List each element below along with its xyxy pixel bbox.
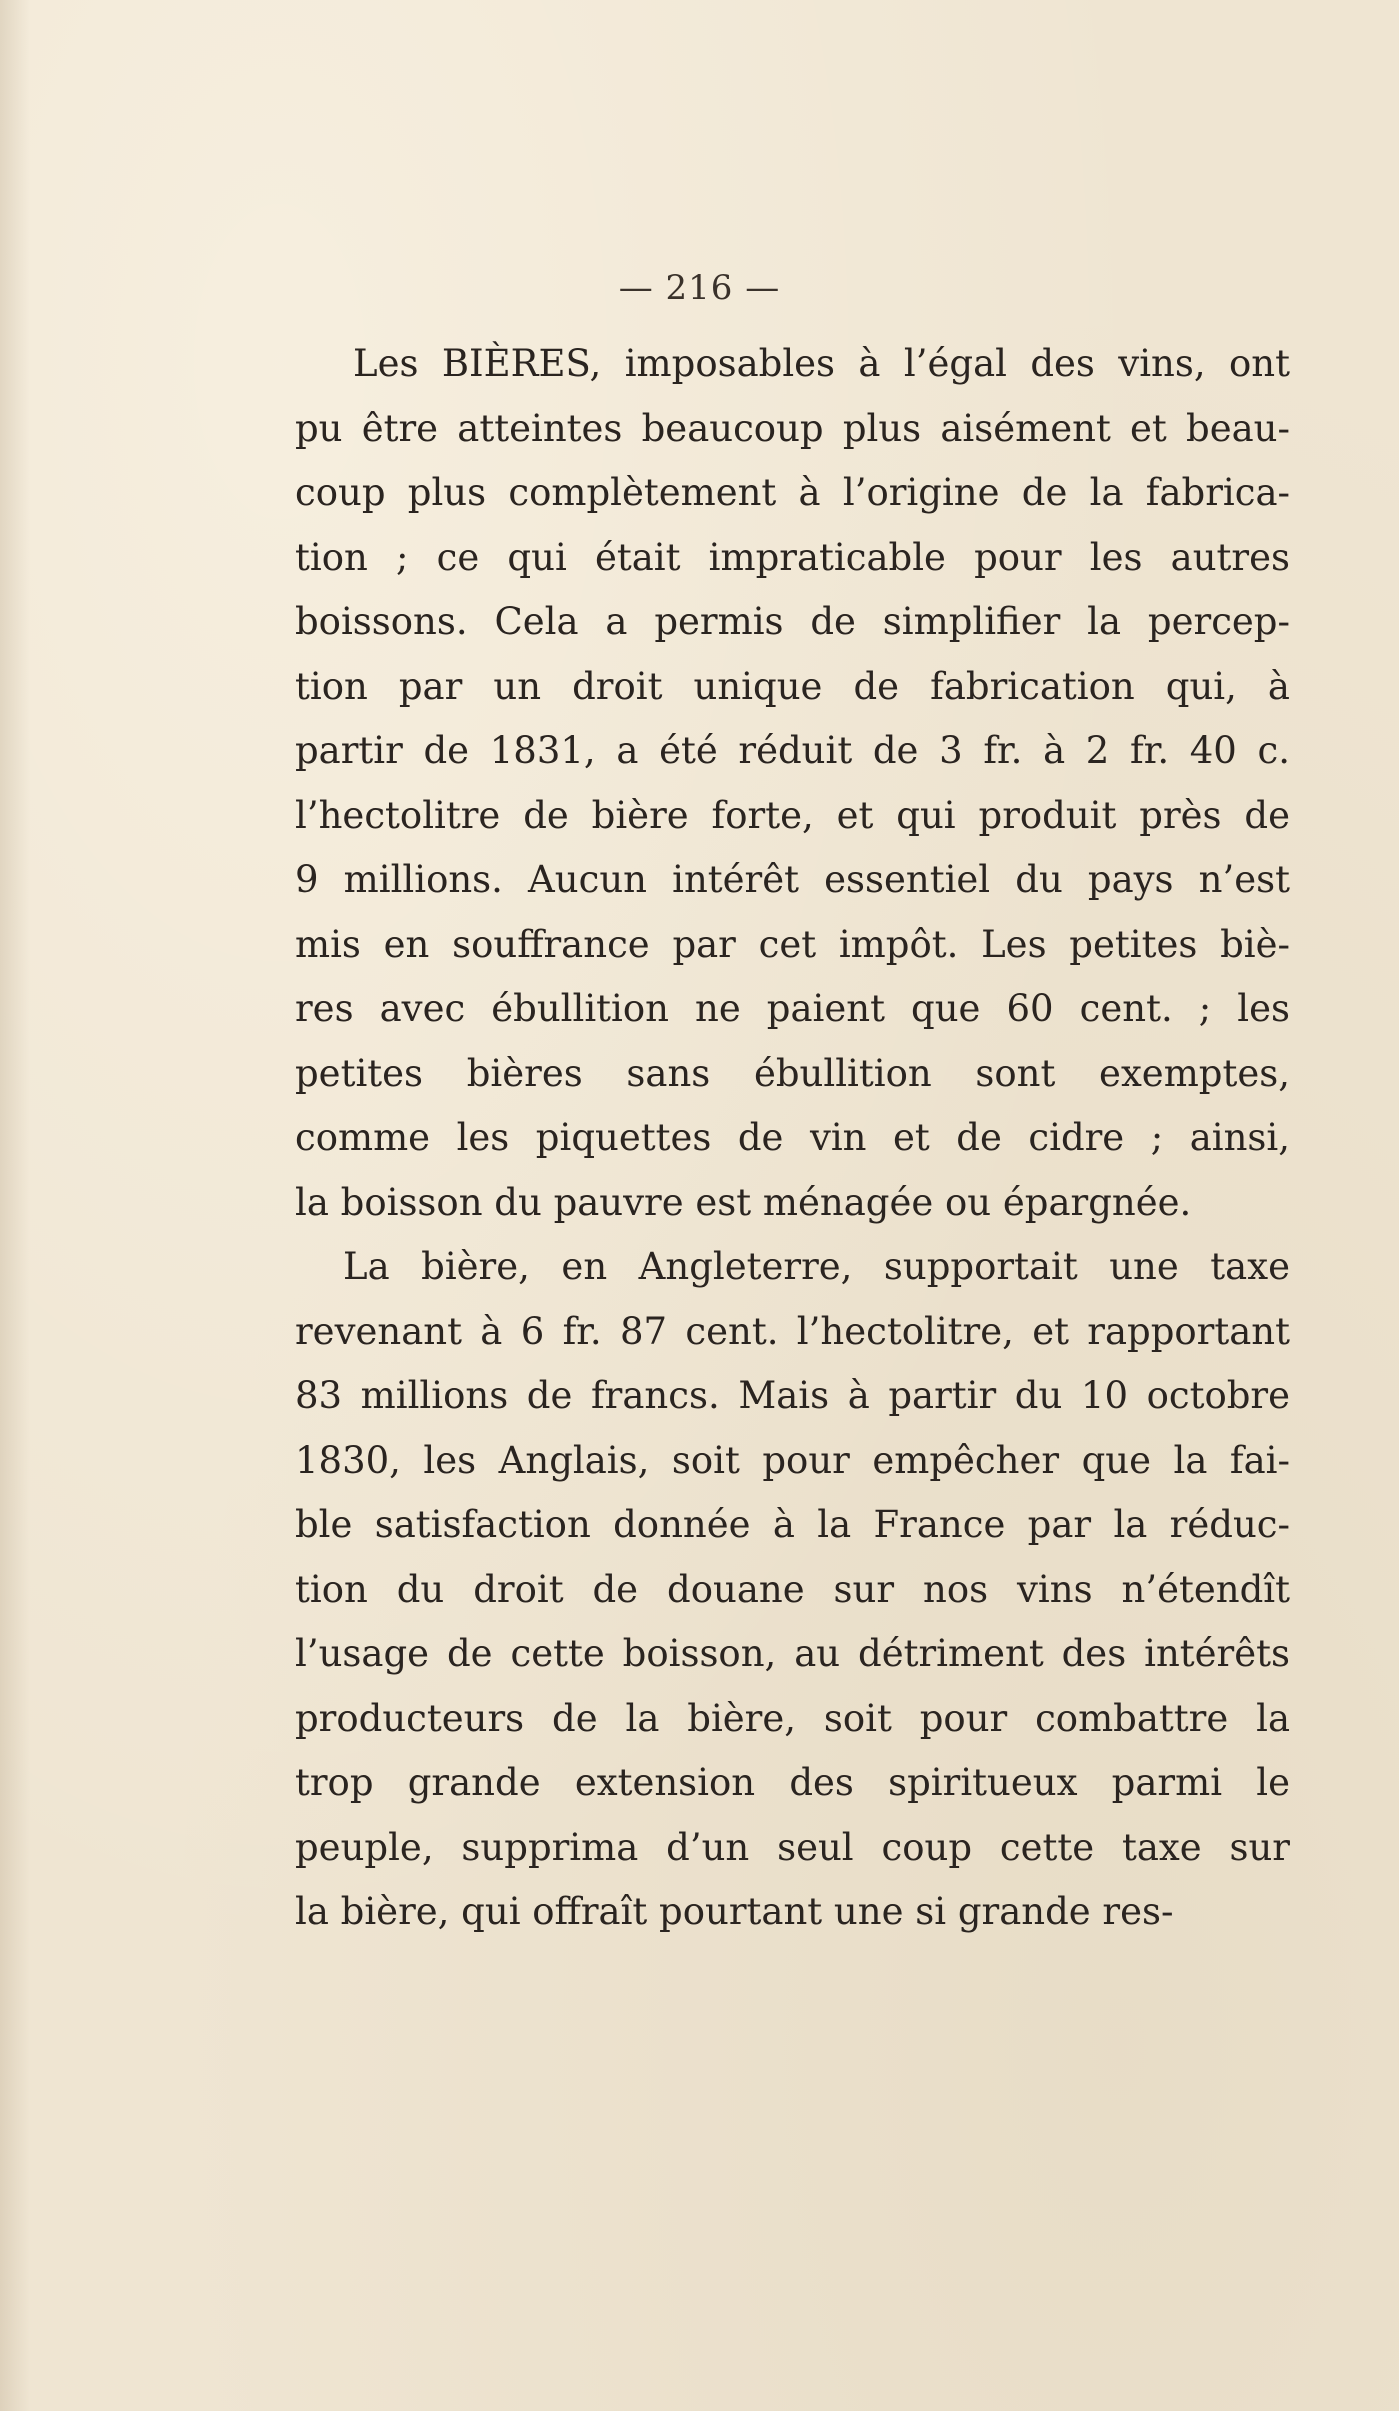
text-line: peuple, supprima d’un seul coup cette taxe sur xyxy=(295,1825,1290,1869)
text-line: La bière, en Angleterre, supportait une taxe xyxy=(343,1245,1290,1288)
text-line: la bière, qui offraît pourtant une si grande res- xyxy=(295,1890,1174,1933)
text-line: res avec ébullition ne paient que 60 cent. ; les xyxy=(295,987,1290,1030)
text-line: trop grande extension des spiritueux parmi le xyxy=(295,1761,1290,1804)
text-line: la boisson du pauvre est ménagée ou épargnée. xyxy=(295,1180,1192,1224)
text-line: coup plus complètement à l’origine de la fabrica- xyxy=(295,471,1290,514)
text-line: revenant à 6 fr. 87 cent. l’hectolitre, et rapportant xyxy=(295,1309,1290,1353)
text-line: partir de 1831, a été réduit de 3 fr. à 2 fr. 40 c. xyxy=(295,729,1290,772)
text-line: mis en souffrance par cet impôt. Les petites biè- xyxy=(295,922,1290,966)
text-line: Les BIÈRES, imposables à l’égal des vins, ont xyxy=(353,342,1290,385)
page-number: — 216 — xyxy=(618,268,781,308)
text-line: tion par un droit unique de fabrication qui, à xyxy=(295,664,1290,708)
page-gutter-shadow xyxy=(0,0,30,2411)
text-line: comme les piquettes de vin et de cidre ; ainsi, xyxy=(295,1116,1290,1159)
text-line: ble satisfaction donnée à la France par la réduc- xyxy=(295,1503,1290,1546)
text-line: petites bières sans ébullition sont exemptes, xyxy=(295,1051,1290,1095)
text-line: 9 millions. Aucun intérêt essentiel du pays n’est xyxy=(295,858,1290,901)
text-line: producteurs de la bière, soit pour combattre la xyxy=(295,1696,1290,1740)
text-line: boissons. Cela a permis de simplifier la percep- xyxy=(295,600,1290,643)
text-line: l’usage de cette boisson, au détriment des intérêts xyxy=(295,1632,1290,1675)
text-line: 83 millions de francs. Mais à partir du 10 octobre xyxy=(295,1374,1290,1417)
text-line: pu être atteintes beaucoup plus aisément et beau- xyxy=(295,406,1290,450)
text-line: tion du droit de douane sur nos vins n’étendît xyxy=(295,1567,1290,1611)
text-line: l’hectolitre de bière forte, et qui produit près de xyxy=(295,793,1290,837)
paragraph-bieres xyxy=(295,332,1290,1235)
text-line: tion ; ce qui était impraticable pour les autres xyxy=(295,535,1290,579)
body-text xyxy=(295,332,1290,1945)
paragraph-angleterre xyxy=(295,1235,1290,1945)
text-line: 1830, les Anglais, soit pour empêcher que la fai- xyxy=(295,1438,1290,1482)
